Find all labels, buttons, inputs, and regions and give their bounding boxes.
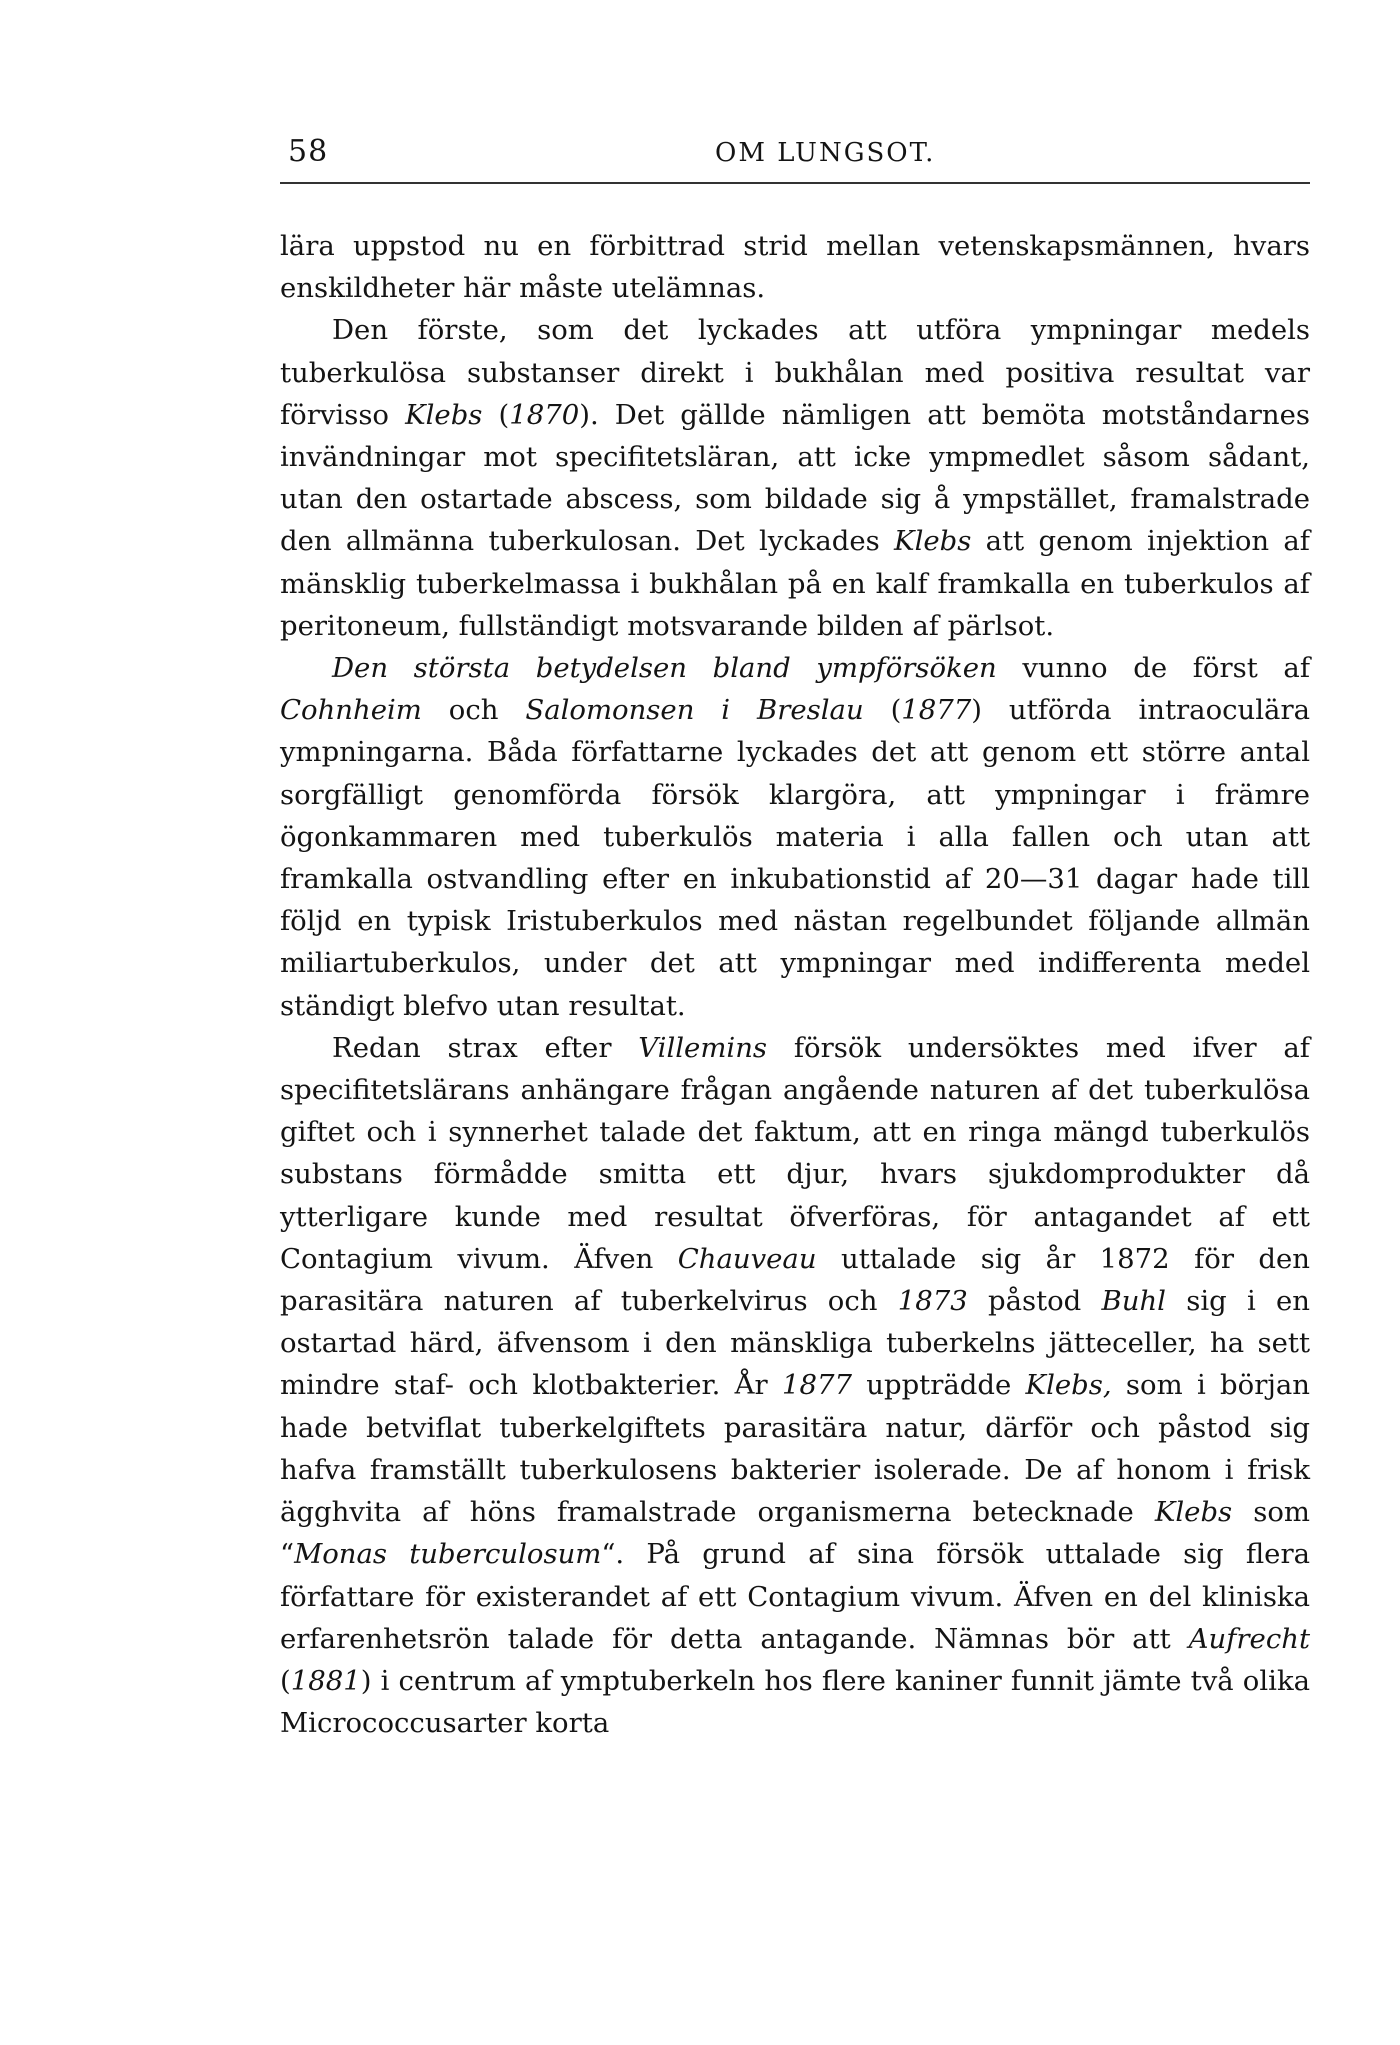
italic-text-segment: Den största betydelsen bland ympförsöken (332, 652, 997, 685)
text-segment: som i början hade betviflat tuberkelgiftets parasitära natur, därför och påstod sig hafva framställt tuberkulosens bakterier isolerade. De af honom i frisk ägghvita af höns framalstrade organismerna betecknade (280, 1369, 1310, 1529)
italic-text-segment: 1870 (509, 398, 580, 431)
italic-text-segment: 1873 (897, 1285, 968, 1318)
text-segment: ). Det gällde nämligen att bemöta motståndarnes invändningar mot specifitetsläran, att icke ympmedlet såsom sådant, utan den ostartade abscess, som bildade sig å ympstället, framalstrade den allmänna tuberkulosan. Det lyckades (280, 398, 1311, 558)
italic-text-segment: Monas tuberculosum (294, 1538, 602, 1571)
text-segment: och (421, 694, 526, 727)
text-segment: ) i centrum af ymptuberkeln hos flere kaniner funnit jämte två olika Micrococcusarter korta (280, 1664, 1310, 1740)
italic-text-segment: Salomonsen i Breslau (525, 694, 864, 727)
running-title: OM LUNGSOT. (715, 138, 936, 168)
italic-text-segment: Klebs (405, 398, 483, 431)
text-segment: försök undersöktes med ifver af specifitetslärans anhängare frågan angående naturen af det tuberkulösa giftet och i synnerhet talade det faktum, att en ringa mängd tuberkulös substans förmådde smitta ett djur, hvars sjukdomprodukter då ytterligare kunde med resultat öfverföras, för antagandet af ett Contagium vivum. Äfven (280, 1031, 1310, 1275)
text-segment: ( (482, 398, 510, 431)
text-segment: lära uppstod nu en förbittrad strid mellan vetenskapsmännen, hvars enskildheter här måste utelämnas. (280, 230, 1310, 305)
paragraph-2 (280, 309, 1310, 647)
page-header (280, 128, 1310, 184)
italic-text-segment: Chauveau (677, 1242, 817, 1275)
paragraph-1 (280, 225, 1310, 309)
italic-text-segment: Cohnheim (280, 694, 422, 727)
italic-text-segment: 1877 (901, 694, 972, 727)
text-segment: Den förste, som det lyckades att utföra ympningar medels tuberkulösa substanser direkt i bukhålan med positiva resultat var förvisso (280, 314, 1310, 431)
text-segment: som “ (280, 1496, 1310, 1571)
italic-text-segment: Villemins (638, 1031, 768, 1064)
italic-text-segment: Buhl (1101, 1285, 1166, 1318)
italic-text-segment: Klebs, (1025, 1369, 1112, 1402)
text-segment: ( (280, 1664, 291, 1697)
text-segment: påstod (967, 1285, 1102, 1318)
text-segment: “. På grund af sina försök uttalade sig flera författare för existerandet af ett Contagium vivum. Äfven en del kliniska erfarenhetsrön talade för detta antagande. Nämnas bör att (280, 1538, 1310, 1655)
text-segment: uppträdde (851, 1369, 1026, 1402)
text-segment: vunno de först af (996, 652, 1310, 685)
text-segment: sig i en ostartad härd, äfvensom i den mänskliga tuberkelns jätteceller, ha sett mindre staf- och klotbakterier. År (280, 1285, 1310, 1402)
italic-text-segment: 1877 (781, 1369, 852, 1402)
text-segment: Redan strax efter (332, 1031, 639, 1064)
italic-text-segment: Klebs (1154, 1496, 1233, 1529)
italic-text-segment: Aufrecht (1188, 1622, 1310, 1655)
text-segment: ) utförda intraoculära ympningarna. Båda författarne lyckades det att genom ett större antal sorgfälligt genomförda försök klargöra, att ympningar i främre ögonkammaren med tuberkulös materia i alla fallen och utan att framkalla ostvandling efter en inkubationstid af 20—31 dagar hade till följd en typisk Iristuberkulos med nästan regelbundet följande allmän miliartuberkulos, under det att ympningar med indifferenta medel ständigt blefvo utan resultat. (280, 694, 1310, 1022)
paragraph-4 (280, 1027, 1310, 1744)
body-text (280, 225, 1310, 1744)
text-segment: ( (863, 694, 902, 727)
italic-text-segment: Klebs (894, 525, 972, 558)
italic-text-segment: 1881 (290, 1664, 361, 1697)
page-number: 58 (288, 134, 329, 169)
text-segment: uttalade sig år 1872 för den parasitära naturen af tuberkelvirus och (280, 1242, 1311, 1318)
text-segment: att genom injektion af mänsklig tuberkelmassa i bukhålan på en kalf framkalla en tuberkulos af peritoneum, fullständigt motsvarande bilden af pärlsot. (280, 525, 1310, 642)
paragraph-3 (280, 647, 1310, 1027)
